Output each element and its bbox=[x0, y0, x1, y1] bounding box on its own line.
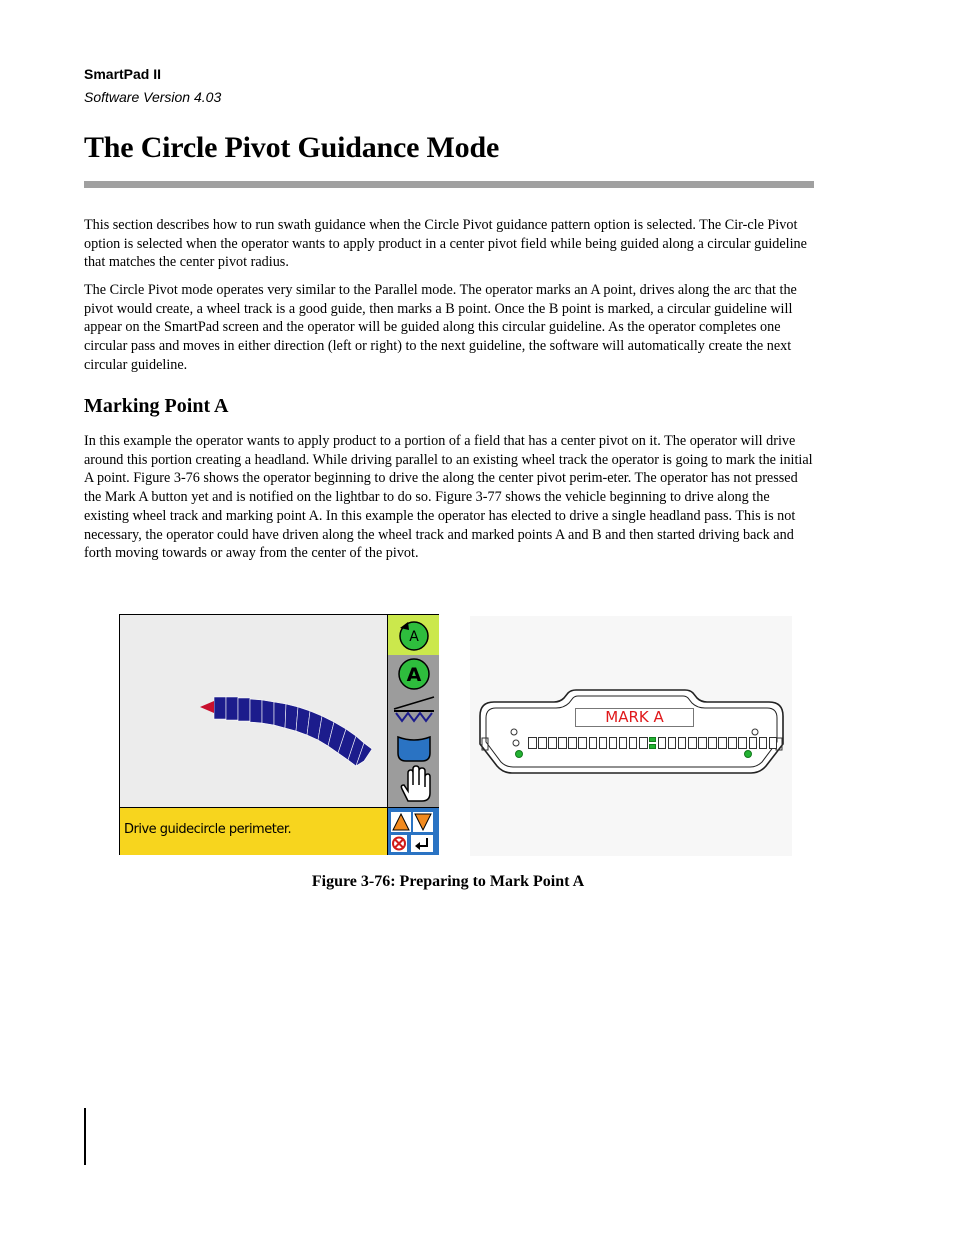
led bbox=[548, 737, 557, 749]
led bbox=[609, 737, 618, 749]
figure-caption: Figure 3-76: Preparing to Mark Point A bbox=[311, 873, 585, 890]
status-message: Drive guidecircle perimeter. bbox=[124, 822, 292, 837]
led bbox=[698, 737, 707, 749]
hand-icon[interactable] bbox=[394, 765, 434, 805]
margin-rule bbox=[84, 1108, 86, 1165]
operation-paragraph: The Circle Pivot mode operates very similar to the Parallel mode. The operator marks an A point, drives along the arc that the pivot would create, a wheel track is a good guide, then marks a B point. Once the B point is marked, a circular guideline will appear on the SmartPad screen and the operator will be guided along this circular guideline. As the operator completes one circular pass and moves in either direction (left or right) to the next guideline, the software will automatically create the next circular guideline. bbox=[84, 282, 797, 373]
center-led bbox=[649, 737, 656, 749]
page-title: The Circle Pivot Guidance Mode bbox=[84, 131, 500, 164]
status-bar bbox=[120, 807, 387, 855]
svg-text:A: A bbox=[406, 664, 422, 686]
nav-controls bbox=[387, 807, 439, 855]
svg-text:A: A bbox=[409, 629, 419, 645]
led bbox=[629, 737, 638, 749]
lightbar-figure bbox=[470, 616, 792, 856]
product-name: SmartPad II bbox=[84, 66, 162, 82]
led bbox=[589, 737, 598, 749]
marking-paragraph: In this example the operator wants to apply product to a portion of a field that has a center pivot on it. The operator will drive around this portion creating a headland. While driving parallel to an existing wheel track the operator is going to mark the initial A point. Figure 3-76 shows the operator beginning to drive the along the center pivot perim-eter. The operator has not pressed the Mark A button yet and is notified on the lightbar to do so. Figure 3-77 shows the vehicle beginning to drive along the existing wheel track and marking point A. In this example the operator has elected to drive a single headland pass. This is not necessary, the operator could have driven along the wheel track and marked points A and B and then started driving back and forth moving towards or away from the center of the pivot. bbox=[84, 433, 813, 562]
lightbar-outline bbox=[470, 616, 792, 856]
led bbox=[578, 737, 587, 749]
led-row bbox=[528, 737, 777, 749]
led bbox=[528, 737, 537, 749]
led bbox=[658, 737, 667, 749]
intro-paragraph: This section describes how to run swath guidance when the Circle Pivot guidance pattern option is selected. The Cir-cle Pivot option is selected when the operator wants to apply product in a center pivot field while being guided along a circular guideline that matches the center pivot radius. bbox=[84, 217, 807, 271]
led bbox=[599, 737, 608, 749]
swath-path bbox=[120, 615, 387, 807]
led bbox=[769, 737, 778, 749]
smartpad-screen bbox=[119, 614, 439, 855]
led bbox=[568, 737, 577, 749]
mark-a-icon[interactable] bbox=[396, 657, 432, 691]
led bbox=[678, 737, 687, 749]
led bbox=[668, 737, 677, 749]
led bbox=[738, 737, 747, 749]
up-down-arrows-icon[interactable] bbox=[389, 810, 437, 854]
tool-panel bbox=[387, 615, 439, 807]
software-version: Software Version 4.03 bbox=[84, 89, 222, 105]
mark-a-rotate-icon[interactable] bbox=[396, 618, 432, 652]
led bbox=[708, 737, 717, 749]
led bbox=[718, 737, 727, 749]
cancel-icon[interactable] bbox=[391, 835, 407, 852]
led bbox=[639, 737, 648, 749]
boom-icon[interactable] bbox=[392, 695, 436, 725]
lightbar-label: MARK A bbox=[575, 708, 694, 727]
led bbox=[688, 737, 697, 749]
led bbox=[749, 737, 758, 749]
field-boundary-icon[interactable] bbox=[396, 733, 432, 763]
enter-icon[interactable] bbox=[411, 835, 433, 852]
led bbox=[728, 737, 737, 749]
section-heading: Marking Point A bbox=[84, 395, 229, 417]
title-rule bbox=[84, 181, 814, 188]
led bbox=[759, 737, 768, 749]
guidance-map bbox=[120, 615, 387, 807]
led bbox=[619, 737, 628, 749]
led bbox=[538, 737, 547, 749]
led bbox=[558, 737, 567, 749]
